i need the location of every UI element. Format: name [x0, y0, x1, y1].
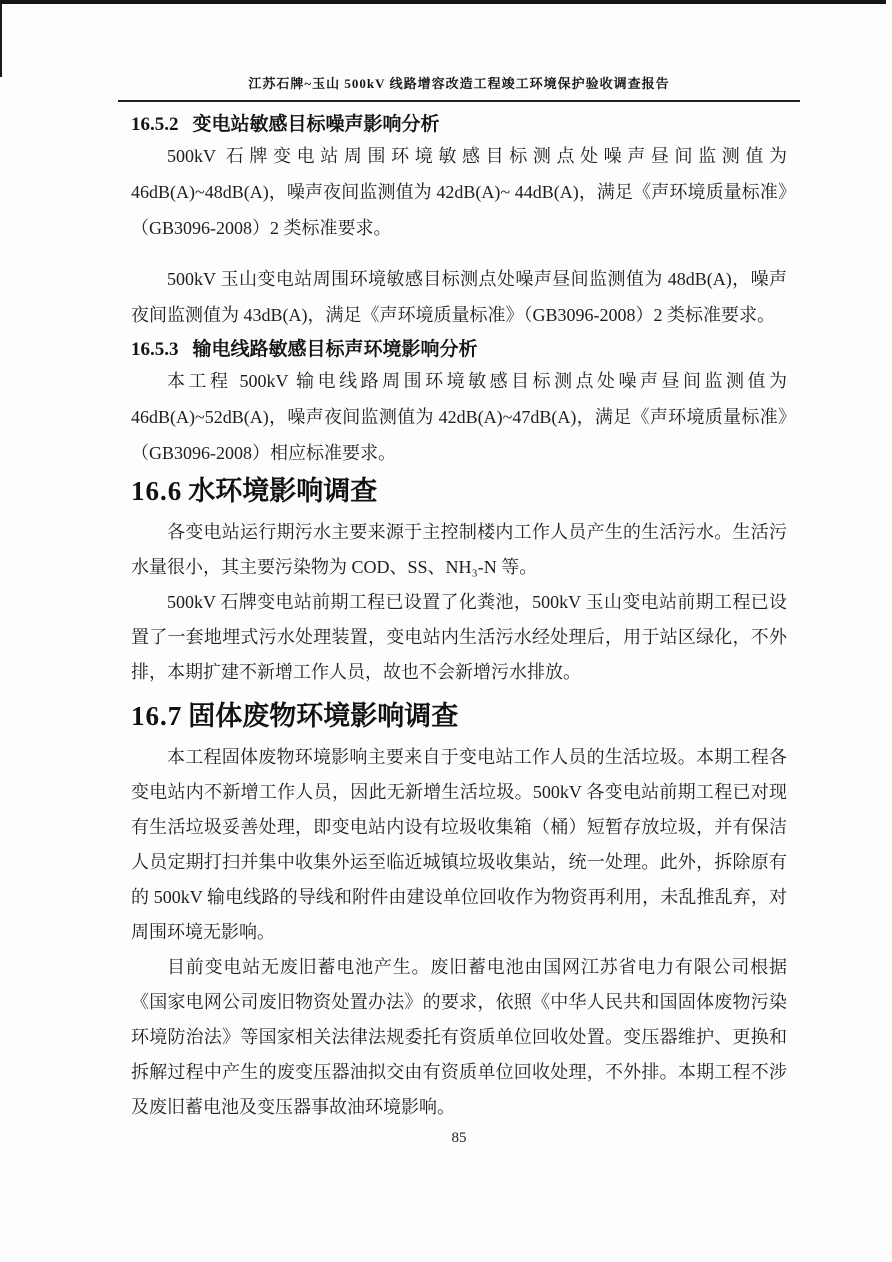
section-title: 水环境影响调查: [188, 476, 378, 506]
section-title: 固体废物环境影响调查: [188, 701, 459, 731]
paragraph-shipai-noise: 500kV 石牌变电站周围环境敏感目标测点处噪声昼间监测值为 46dB(A)~48dB(A)，噪声夜间监测值为 42dB(A)~ 44dB(A)，满足《声环境质量标准》（GB3096-2008）2 类标准要求。: [131, 146, 787, 238]
paragraph-yushan-noise: 500kV 玉山变电站周围环境敏感目标测点处噪声昼间监测值为 48dB(A)，噪声夜间监测值为 43dB(A)，满足《声环境质量标准》（GB3096-2008）2 类标准要求。: [131, 269, 787, 325]
paragraph-solid-waste: 本工程固体废物环境影响主要来自于变电站工作人员的生活垃圾。本期工程各变电站内不新增工作人员，因此无新增生活垃圾。500kV 各变电站前期工程已对现有生活垃圾妥善处理，即变电站内设有垃圾收集箱（桶）短暂存放垃圾，并有保洁人员定期打扫并集中收集外运至临近城镇垃圾收集站，统一处理。此外，拆除原有的 500kV 输电线路的导线和附件由建设单位回收作为物资再利用，未乱推乱弃，对周围环境无影响。: [131, 747, 787, 942]
scan-artifact-left-tick: [0, 3, 2, 77]
running-header-title: 江苏石牌~玉山 500kV 线路增容改造工程竣工环境保护验收调查报告: [248, 76, 670, 91]
page-number: 85: [451, 1130, 467, 1146]
water-section-body: [131, 515, 787, 690]
paragraph-line-noise: 本工程 500kV 输电线路周围环境敏感目标测点处噪声昼间监测值为 46dB(A)~52dB(A)，噪声夜间监测值为 42dB(A)~47dB(A)，满足《声环境质量标准》（GB3096-2008）相应标准要求。: [131, 371, 787, 463]
section-number: 16.5.2: [131, 114, 179, 135]
section-title: 变电站敏感目标噪声影响分析: [192, 114, 440, 135]
paragraph-wastewater-source: 各变电站运行期污水主要来源于主控制楼内工作人员产生的生活污水。生活污水量很小，其主要污染物为 COD、SS、NH₃-N 等。: [131, 522, 787, 577]
running-header: [118, 74, 800, 102]
solid-waste-section-body: [131, 740, 787, 1125]
section-title: 输电线路敏感目标声环境影响分析: [192, 339, 478, 360]
section-heading-16-5-2: [131, 111, 787, 138]
paragraph-wastewater-treatment: 500kV 石牌变电站前期工程已设置了化粪池，500kV 玉山变电站前期工程已设置了一套地埋式污水处理装置，变电站内生活污水经处理后，用于站区绿化，不外排，本期扩建不新增工作人员，故也不会新增污水排放。: [131, 592, 787, 682]
section-number: 16.5.3: [131, 339, 179, 360]
section-heading-16-6: [131, 473, 787, 509]
section-number: 16.6: [131, 476, 183, 506]
page-content: [131, 0, 787, 1147]
section-heading-16-7: [131, 698, 787, 734]
section-heading-16-5-3: [131, 336, 787, 363]
section-number: 16.7: [131, 701, 183, 731]
paragraph-battery-oil: 目前变电站无废旧蓄电池产生。废旧蓄电池由国网江苏省电力有限公司根据《国家电网公司废旧物资处置办法》的要求，依照《中华人民共和国固体废物污染环境防治法》等国家相关法律法规委托有资质单位回收处置。变压器维护、更换和拆解过程中产生的废变压器油拟交由有资质单位回收处理，不外排。本期工程不涉及废旧蓄电池及变压器事故油环境影响。: [131, 957, 787, 1117]
